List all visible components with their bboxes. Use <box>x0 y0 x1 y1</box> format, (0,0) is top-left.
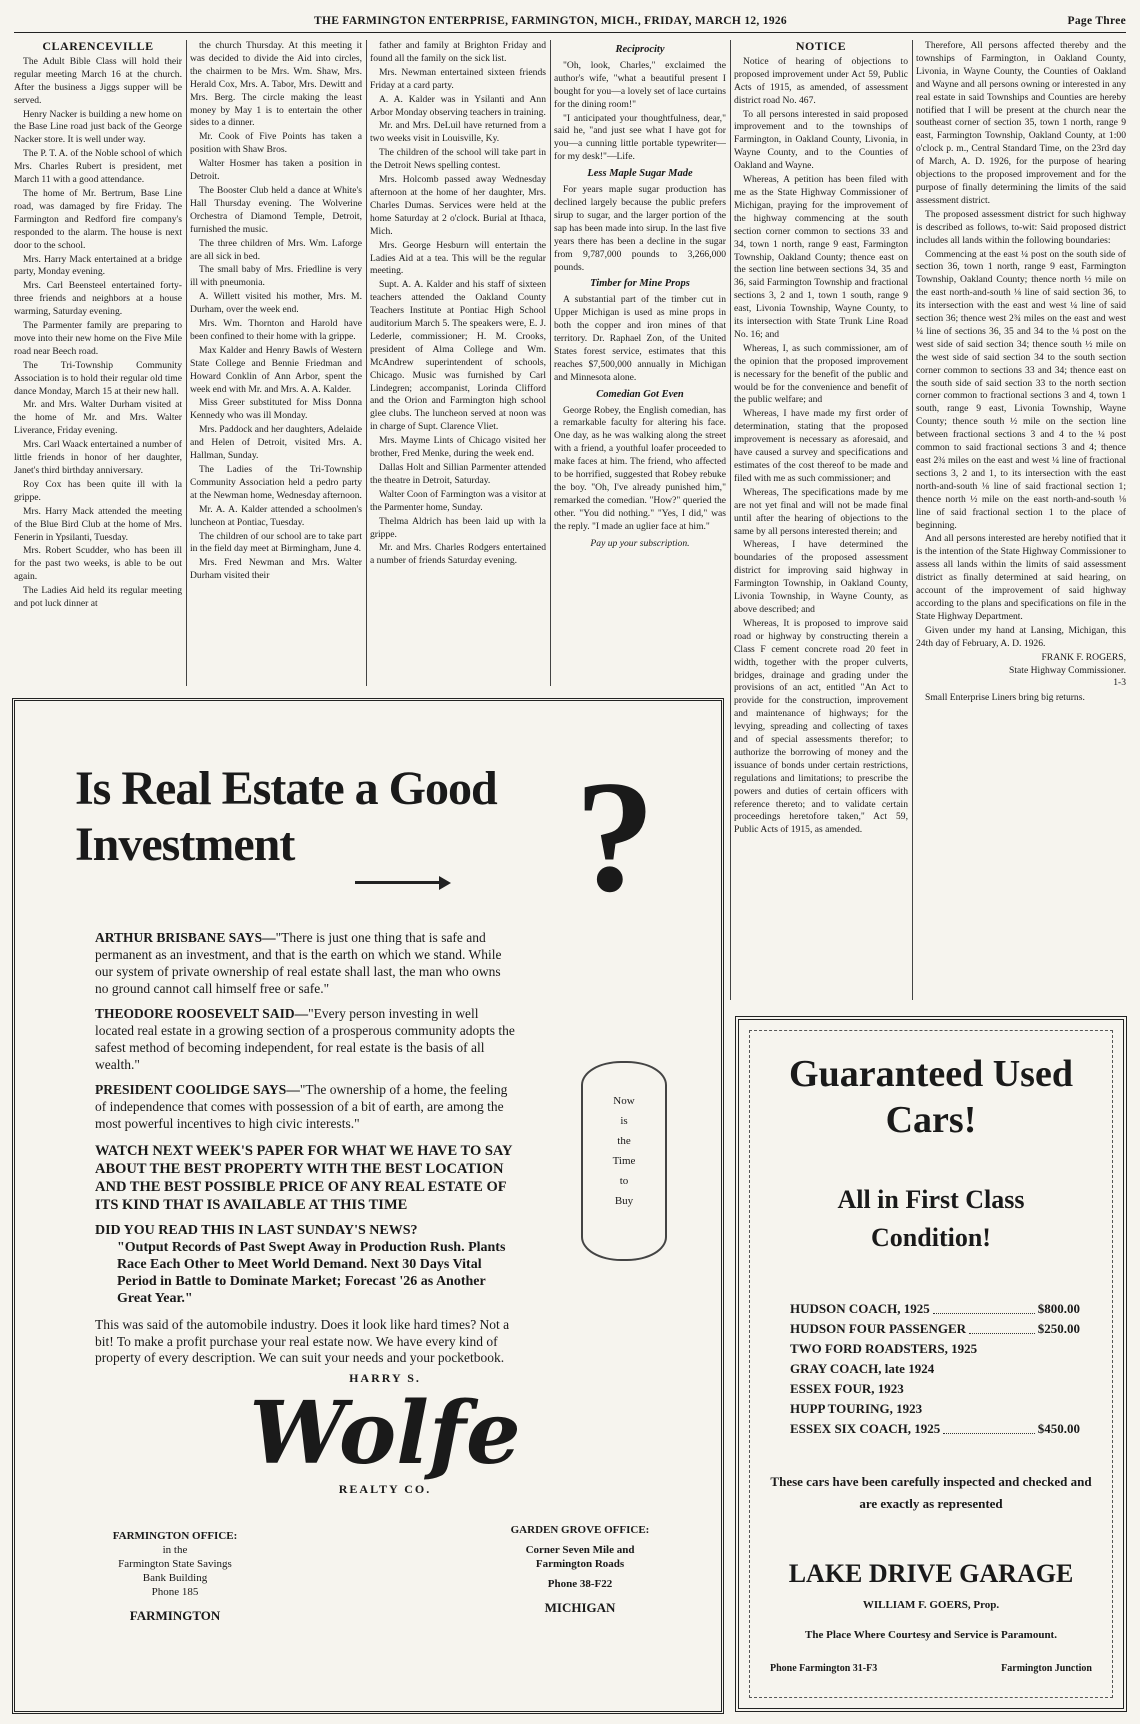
news-item: Mrs. Holcomb passed away Wednesday afternoon at the home of her daughter, Mrs. Charles Dumas. Services were held at the home Saturday at 2 o'clock. Burial at Ithaca, Mich. <box>370 174 546 237</box>
car-price: $800.00 <box>1037 1301 1080 1316</box>
reciprocity-heading: Reciprocity <box>615 44 665 55</box>
notice-heading: NOTICE <box>795 40 847 53</box>
news-item: The children of the school will take part in the Detroit News spelling contest. <box>370 147 546 172</box>
news-item: Thelma Aldrich has been laid up with la grippe. <box>370 515 546 540</box>
notice-paragraph: And all persons interested are hereby notified that it is the intention of the State Highway Commissioner to assess all lands within the limits of said assessment district as finally determined at said hearing, on account of the improvement of said highway according to the plans and specifications on file in the State Highway Department. <box>916 533 1126 622</box>
news-item: Mr. A. A. Kalder attended a schoolmen's luncheon at Pontiac, Tuesday. <box>190 503 362 528</box>
car-item <box>790 1419 1080 1439</box>
news-item: father and family at Brighton Friday and found all the family on the sick list. <box>370 40 546 64</box>
car-price: $250.00 <box>1037 1321 1080 1336</box>
news-item: Mrs. Fred Newman and Mrs. Walter Durham visited their <box>190 557 362 582</box>
notice-paragraph: The proposed assessment district for such highway is described as follows, to-wit: Said proposed district includes all lands within the following boundaries: <box>916 208 1126 246</box>
notice-paragraph: Therefore, All persons affected thereby and the townships of Farmington, in Oakland County, Livonia, in Wayne County, the Counties of Oakland and Wayne and all persons owning or interested in any real estate in said Townships and Counties are hereby notified that I will be present at the church near the southeast corner of section 35, town 1 north, range 9 east, Farmington Township, Oakland County, at 1:00 o'clock p. m., Central Standard Time, on the 23rd day of March, A. D. 1926, for the purpose of hearing objections to the proposed improvement and for the purpose of finally determining the limits of the said assessment district. <box>916 40 1126 206</box>
quote-text: "The ownership of a home, the feeling of independence that comes with possession of a bit of earth, are among the most powerful incentives to high civic interests." <box>95 1082 508 1131</box>
car-name: ESSEX SIX COACH, 1925 <box>790 1421 941 1436</box>
question-mark-icon: ? <box>575 747 655 925</box>
logo-top-text: HARRY S. <box>349 1371 421 1385</box>
subtitle-line-1: All in First Class <box>837 1185 1025 1214</box>
news-item: A. A. Kalder was in Ysilanti and Ann Arbor Monday observing teachers in training. <box>370 93 546 118</box>
news-headline-quote: "Output Records of Past Swept Away in Production Rush. Plants Race Each Other to Meet World Demand. Next 30 Days Vital Period in Battle to Dominate Market; Forecast '26 as Another Great Year." <box>117 1240 506 1306</box>
news-item: Henry Nacker is building a new home on the Base Line road just back of the George Nacker store. It is well under way. <box>14 108 182 146</box>
news-item: The Ladies of the Tri-Township Community Association held a pedro party at the Newman home, Wednesday afternoon. <box>190 464 362 501</box>
frame-line: is <box>620 1115 628 1127</box>
notice-paragraph: Whereas, A petition has been filed with me as the State Highway Commissioner of Michigan, praying for the improvement of the highway commencing at the south section corner common to sections 33 and 34, town 1 north, range 9 east, Farmington Township, Oakland County; thence east on the section line between sections 34, 35 and 36, said Farmington Township and fractional sections 3, 2 and 1, town 1 south, range 9 east, Livonia Township, Wayne County, to its intersection with State Trunk Line Road No. 16; and <box>734 174 908 340</box>
timber-heading: Timber for Mine Props <box>590 278 690 290</box>
news-item: The small baby of Mrs. Friedline is very ill with pneumonia. <box>190 264 362 289</box>
office-city: FARMINGTON <box>129 1608 221 1623</box>
quote-author: THEODORE ROOSEVELT SAID— <box>95 1006 309 1021</box>
now-is-the-time-frame <box>581 1061 667 1261</box>
quote-author: ARTHUR BRISBANE SAYS— <box>95 930 276 945</box>
column-2 <box>190 40 362 688</box>
office-title: FARMINGTON OFFICE: <box>112 1530 238 1542</box>
news-item: Dallas Holt and Sillian Parmenter attended the theatre in Detroit, Saturday. <box>370 462 546 486</box>
subtitle-line-2: Condition! <box>871 1223 991 1252</box>
notice-paragraph: Whereas, It is proposed to improve said road or highway by constructing therein a Class F cement concrete road 20 feet in width, together with the proper culverts, bridges, drainage and grading under the provisions of an act, entitled "An Act to provide for the construction, improvement and maintenance of highways; for the levying, spreading and collecting of taxes and of special assessments therefor; to authorize the borrowing of money and the issuance of bonds under certain restrictions, regulations and limitations; to prescribe the powers and duties of certain officers with reference thereto; and to validate certain proceedings heretofore taken," Act 59, Public Acts of 1915, as amended. <box>734 617 908 836</box>
notice-paragraph: Whereas, I have determined the boundaries of the proposed assessment district for improving said highway in Farmington Township, in Oakland County, Livonia Township, in Wayne County, as above described; and <box>734 539 908 615</box>
page-header <box>14 12 1126 33</box>
news-item: The Parmenter family are preparing to move into their new home on the Five Mile road near Beech road. <box>14 320 182 357</box>
garage-location: Farmington Junction <box>1001 1663 1092 1674</box>
wolfe-realty-logo <box>235 1371 535 1521</box>
notice-paragraph: Commencing at the east ¼ post on the south side of section 36, town 1 north, range 9 east, Farmington Township, Oakland County; thence north ½ mile on the east north-and-south ⅛ line of said section 36, to its intersection with the east and west ¼ line of said section 36; thence west 2¾ miles on the east and west ¼ line of sections 36, 35 and 34 to the ¼ post on the west side of said section 34; thence south ½ mile on the west side of said section 34 to the south section corner common to sections 33 and 34; thence east on the south side of said section 33 to the north section corner common to fractional sections 3 and 4, town 1 south, range 9 east, Livonia Township, Wayne County; thence south ½ mile on the section line between fractional sections 3 and 4 to the ¼ post common to said fractional sections 3 and 4; thence east 2¾ miles on the east and west ¼ line of fractional sections 3, 2 and 1, to its intersection with the east north-and-south ⅛ line of said fractional section 1; thence north ½ mile on the east north-and-south ⅛ line of said fractional section 1 to the place of beginning. <box>916 248 1126 531</box>
car-item <box>790 1299 1080 1319</box>
cars-ad-title <box>750 1051 1112 1143</box>
notice-paragraph: Whereas, I, as such commissioner, am of the opinion that the proposed improvement is necessary for the benefit of the public and would be for the convenience and benefit of the public welfare; and <box>734 342 908 406</box>
quote-author: PRESIDENT COOLIDGE SAYS— <box>95 1082 300 1097</box>
column-clarenceville <box>14 40 182 688</box>
news-item: Mr. and Mrs. Charles Rodgers entertained a number of friends Saturday evening. <box>370 542 546 567</box>
news-item: The P. T. A. of the Noble school of which Mrs. Charles Rubert is president, met March 11 with a good attendance. <box>14 148 182 186</box>
farmington-office <box>95 1529 255 1623</box>
office-title: GARDEN GROVE OFFICE: <box>510 1524 650 1536</box>
headline-line-2: Investment <box>75 818 295 871</box>
car-name: HUDSON COACH, 1925 <box>790 1301 930 1316</box>
news-item: Mrs. Robert Scudder, who has been ill for the past two weeks, is able to be out again. <box>14 545 182 583</box>
quote-brisbane <box>95 929 515 997</box>
news-item: Walter Hosmer has taken a position in Detroit. <box>190 158 362 183</box>
real-estate-ad <box>12 698 724 1714</box>
headline-line-1: Is Real Estate a Good <box>75 762 497 815</box>
news-item: Mr. and Mrs. Walter Durham visited at the home of Mr. and Mrs. Walter Liverance, Friday evening. <box>14 399 182 437</box>
notice-code: 1-3 <box>1113 677 1126 689</box>
news-item: The Tri-Township Community Association is to hold their regular old time dance Monday, March 15 at their new hall. <box>14 359 182 397</box>
news-item: Mrs. Mayme Lints of Chicago visited her brother, Fred Menke, during the week end. <box>370 435 546 460</box>
news-item: Walter Coon of Farmington was a visitor at the Parmenter home, Sunday. <box>370 488 546 513</box>
garage-slogan: The Place Where Courtesy and Service is Paramount. <box>805 1629 1057 1641</box>
news-item: Mrs. Newman entertained sixteen friends Friday at a card party. <box>370 66 546 91</box>
news-item: Miss Greer substituted for Miss Donna Kennedy who was ill Monday. <box>190 397 362 422</box>
car-name: TWO FORD ROADSTERS, 1925 <box>790 1341 978 1356</box>
frame-line: Now <box>613 1095 635 1107</box>
quote-coolidge <box>95 1081 515 1132</box>
notice-paragraph: Given under my hand at Lansing, Michigan, this 24th day of February, A. D. 1926. <box>916 624 1126 649</box>
cars-ad-subtitle <box>750 1181 1112 1257</box>
column-rule <box>366 40 367 686</box>
column-rule <box>550 40 551 686</box>
masthead: THE FARMINGTON ENTERPRISE, FARMINGTON, MICH., FRIDAY, MARCH 12, 1926 <box>314 15 787 27</box>
office-line: Bank Building <box>142 1572 208 1584</box>
news-item: Roy Cox has been quite ill with la grippe. <box>14 478 182 503</box>
office-line: Farmington Roads <box>535 1558 625 1570</box>
car-item <box>790 1319 1080 1339</box>
garage-name: LAKE DRIVE GARAGE <box>788 1559 1074 1588</box>
signer-title: State Highway Commissioner. <box>1009 664 1126 676</box>
news-item: Max Kalder and Henry Bawls of Western State College and Bennie Friedman and Howard Conklin of Ann Arbor, spent the week end with Mr. and Mrs. A. A. Kalder. <box>190 344 362 395</box>
news-item: Mrs. Carl Beensteel entertained forty-three friends and neighbors at a house warming, Saturday evening. <box>14 280 182 318</box>
news-item: A. Willett visited his mother, Mrs. M. Durham, over the week end. <box>190 291 362 316</box>
column-3 <box>370 40 546 688</box>
office-line: Phone 38-F22 <box>547 1578 613 1590</box>
news-item: Mr. and Mrs. DeLuil have returned from a two weeks visit in Louisville, Ky. <box>370 120 546 145</box>
liners-promo: Small Enterprise Liners bring big returns. <box>925 692 1085 704</box>
car-item <box>790 1399 1080 1419</box>
filler-text: For years maple sugar production has declined largely because the public prefers sirup to sugar, and the larger portion of the sap has been made into sirup. In the last five years there has been a decline in the sugar from 9,787,000 pounds to 3,266,000 pounds. <box>554 184 726 273</box>
news-item: Mrs. George Hesburn will entertain the Ladies Aid at a tea. This will be the regular meeting. <box>370 239 546 277</box>
news-item: Mrs. Harry Mack entertained at a bridge party, Monday evening. <box>14 253 182 278</box>
office-line: Farmington State Savings <box>118 1558 232 1570</box>
news-item: Mrs. Paddock and her daughters, Adelaide and Helen of Detroit, visited Mrs. A. Hallman, Sunday. <box>190 424 362 462</box>
column-notice-continued <box>916 40 1126 1002</box>
car-name: ESSEX FOUR, 1923 <box>790 1381 904 1396</box>
garage-phone: Phone Farmington 31-F3 <box>770 1663 878 1674</box>
news-item: The Ladies Aid held its regular meeting and pot luck dinner at <box>14 585 182 610</box>
arrow-icon <box>355 881 445 884</box>
ad-headline <box>75 761 497 873</box>
used-cars-ad-inner <box>749 1030 1113 1698</box>
frame-line: the <box>617 1135 631 1147</box>
car-item <box>790 1379 1080 1399</box>
filler-text: "Oh, look, Charles," exclaimed the author's wife, "what a beautiful present I bought for you—a lovely set of lace curtains for the dining room!" <box>554 59 726 110</box>
garden-grove-office <box>485 1523 675 1615</box>
pay-up-line: Pay up your subscription. <box>590 537 690 549</box>
used-cars-ad <box>735 1016 1127 1712</box>
notice-paragraph: Whereas, The specifications made by me are not yet final and will not be made final until after the hearing of objections to the same by all persons interested therein; and <box>734 486 908 537</box>
column-rule <box>186 40 187 686</box>
notice-paragraph: To all persons interested in said proposed improvement and to the townships of Farmington, in Oakland County, Livonia, in Wayne County, and to the Counties of Oakland and Wayne. <box>734 108 908 172</box>
news-item: Mrs. Harry Mack attended the meeting of the Blue Bird Club at the home of Mrs. Fenerin in Ypsilanti, Tuesday. <box>14 505 182 543</box>
signer-name: FRANK F. ROGERS, <box>1041 651 1126 663</box>
car-name: GRAY COACH, late 1924 <box>790 1361 935 1376</box>
news-item: Supt. A. A. Kalder and his staff of sixteen teachers attended the Oakland County Teachers Institute at Pontiac High School auditorium March 5. The speakers were, E. J. Lederle, commissioner; H. M. Crooks, president of Alma College and Wm. McAndrew superintendent of schools, Chicago. Music was furnished by Carl Lindegren; accompanist, Lorinda Clifford and the Orion and Farmington high school glee clubs. The luncheon served at noon was in charge of Supt. Clarence Vliet. <box>370 279 546 433</box>
news-question <box>95 1222 515 1307</box>
title-line-1: Guaranteed Used <box>789 1053 1073 1095</box>
news-question-label: DID YOU READ THIS IN LAST SUNDAY'S NEWS? <box>95 1223 418 1238</box>
news-item: the church Thursday. At this meeting it was decided to divide the Aid into circles, the chairmen to be Mrs. Wm. Shaw, Mrs. Herald Cox, Mrs. A. Tabor, Mrs. Dewitt and Mrs. Berg. The circle making the least money by May 1 is to entertain the other sides to a dinner. <box>190 40 362 129</box>
notice-paragraph: Notice of hearing of objections to proposed improvement under Act 59, Public Acts of 1915, as amended, of assessment district road No. 467. <box>734 55 908 106</box>
news-item: Mr. Cook of Five Points has taken a position with Shaw Bros. <box>190 131 362 156</box>
title-line-2: Cars! <box>885 1099 977 1141</box>
filler-text: "I anticipated your thoughtfulness, dear," said he, "and just see what I have got for you—a cunning little portable typewriter—for my desk!"—Life. <box>554 112 726 163</box>
quote-text: "Every person investing in well located real estate in a growing section of a prosperous community adopts the safest method of becoming independent, for real estate is the basis of all wealth." <box>95 1006 515 1072</box>
notice-paragraph: Whereas, I have made my first order of determination, stating that the proposed improvement is necessary as aforesaid, and have caused a survey and specifications and estimates of the cost thereof to be made and filed with me as such commissioner; and <box>734 408 908 484</box>
page-number: Page Three <box>1067 15 1126 27</box>
quote-block <box>95 929 515 1367</box>
column-4-fillers <box>554 40 726 688</box>
news-item: The home of Mr. Bertrum, Base Line road, was damaged by fire Friday. The Farmington and Redford fire company's responded to the alarm. The house is next door to the school. <box>14 187 182 251</box>
quote-text: "There is just one thing that is safe and permanent as an investment, and that is the earth on which we stand. While our system of private ownership of real estate shall last, the man who owns no ground cannot call himself free or safe." <box>95 930 502 996</box>
frame-line: Time <box>612 1155 636 1167</box>
column-notice <box>734 40 908 1002</box>
car-name: HUDSON FOUR PASSENGER <box>790 1321 967 1336</box>
car-list <box>790 1299 1080 1439</box>
ad-body-text: This was said of the automobile industry. Does it look like hard times? Not a bit! To make a profit purchase your real estate now. We have every kind of property of every description. We can suit your needs and your pocketbook. <box>95 1317 510 1365</box>
proprietor: WILLIAM F. GOERS, Prop. <box>862 1599 1000 1611</box>
inspection-note: These cars have been carefully inspected and checked and are exactly as represented <box>770 1474 1092 1511</box>
clarenceville-heading: CLARENCEVILLE <box>42 40 154 53</box>
car-item <box>790 1339 1080 1359</box>
watch-next-week: WATCH NEXT WEEK'S PAPER FOR WHAT WE HAVE TO SAY ABOUT THE BEST PROPERTY WITH THE BEST LOCATION AND THE BEST POSSIBLE PRICE OF ANY REAL ESTATE OF ITS KIND THAT IS AVAILABLE AT THIS TIME <box>95 1143 512 1213</box>
filler-text: A substantial part of the timber cut in Upper Michigan is used as mine props in both the copper and iron mines of that territory. Dr. Raphael Zon, of the United States forest service, estimates that this reaches $7,500,000 annually in Michigan and Minnesota alone. <box>554 294 726 383</box>
comedian-heading: Comedian Got Even <box>596 388 684 400</box>
office-line: in the <box>162 1544 188 1556</box>
office-line: Phone 185 <box>151 1586 199 1598</box>
news-item: The Booster Club held a dance at White's Hall Thursday evening. The Wolverine Orchestra of Diamond Temple, Detroit, furnished the music. <box>190 184 362 235</box>
office-line: Corner Seven Mile and <box>525 1544 635 1556</box>
quote-roosevelt <box>95 1005 515 1073</box>
news-item: The Adult Bible Class will hold their regular meeting March 16 at the church. After the business a Jiggs supper will be served. <box>14 55 182 106</box>
column-rule <box>730 40 731 1000</box>
news-item: Mrs. Carl Waack entertained a number of little friends in honor of her daughter, Janet's third birthday anniversary. <box>14 439 182 476</box>
news-item: The three children of Mrs. Wm. Laforge are all sick in bed. <box>190 237 362 262</box>
logo-name: Wolfe <box>249 1383 521 1484</box>
car-item <box>790 1359 1080 1379</box>
car-price: $450.00 <box>1037 1421 1080 1436</box>
frame-line: Buy <box>614 1195 634 1207</box>
maple-heading: Less Maple Sugar Made <box>587 168 693 180</box>
news-item: Mrs. Wm. Thornton and Harold have been confined to their home with la grippe. <box>190 318 362 342</box>
logo-bottom-text: REALTY CO. <box>338 1482 432 1496</box>
office-city: MICHIGAN <box>544 1600 616 1615</box>
filler-text: George Robey, the English comedian, has a remarkable faculty for altering his face. One day, as he was walking along the street with a friend, a youthful loafer proceeded to make faces at him. The friend, who affected to be horrified, suggested that Robey rebuke the boy. "Oh, I've already punished him," remarked the comedian. "How?" queried the other. "You did nothing." "Yes, I did," was the reply. "I made an uglier face at him." <box>554 404 726 532</box>
frame-line: to <box>619 1175 629 1187</box>
news-item: The children of our school are to take part in the field day meet at Birmingham, June 4. <box>190 530 362 555</box>
column-rule <box>912 40 913 1000</box>
car-name: HUPP TOURING, 1923 <box>790 1401 923 1416</box>
